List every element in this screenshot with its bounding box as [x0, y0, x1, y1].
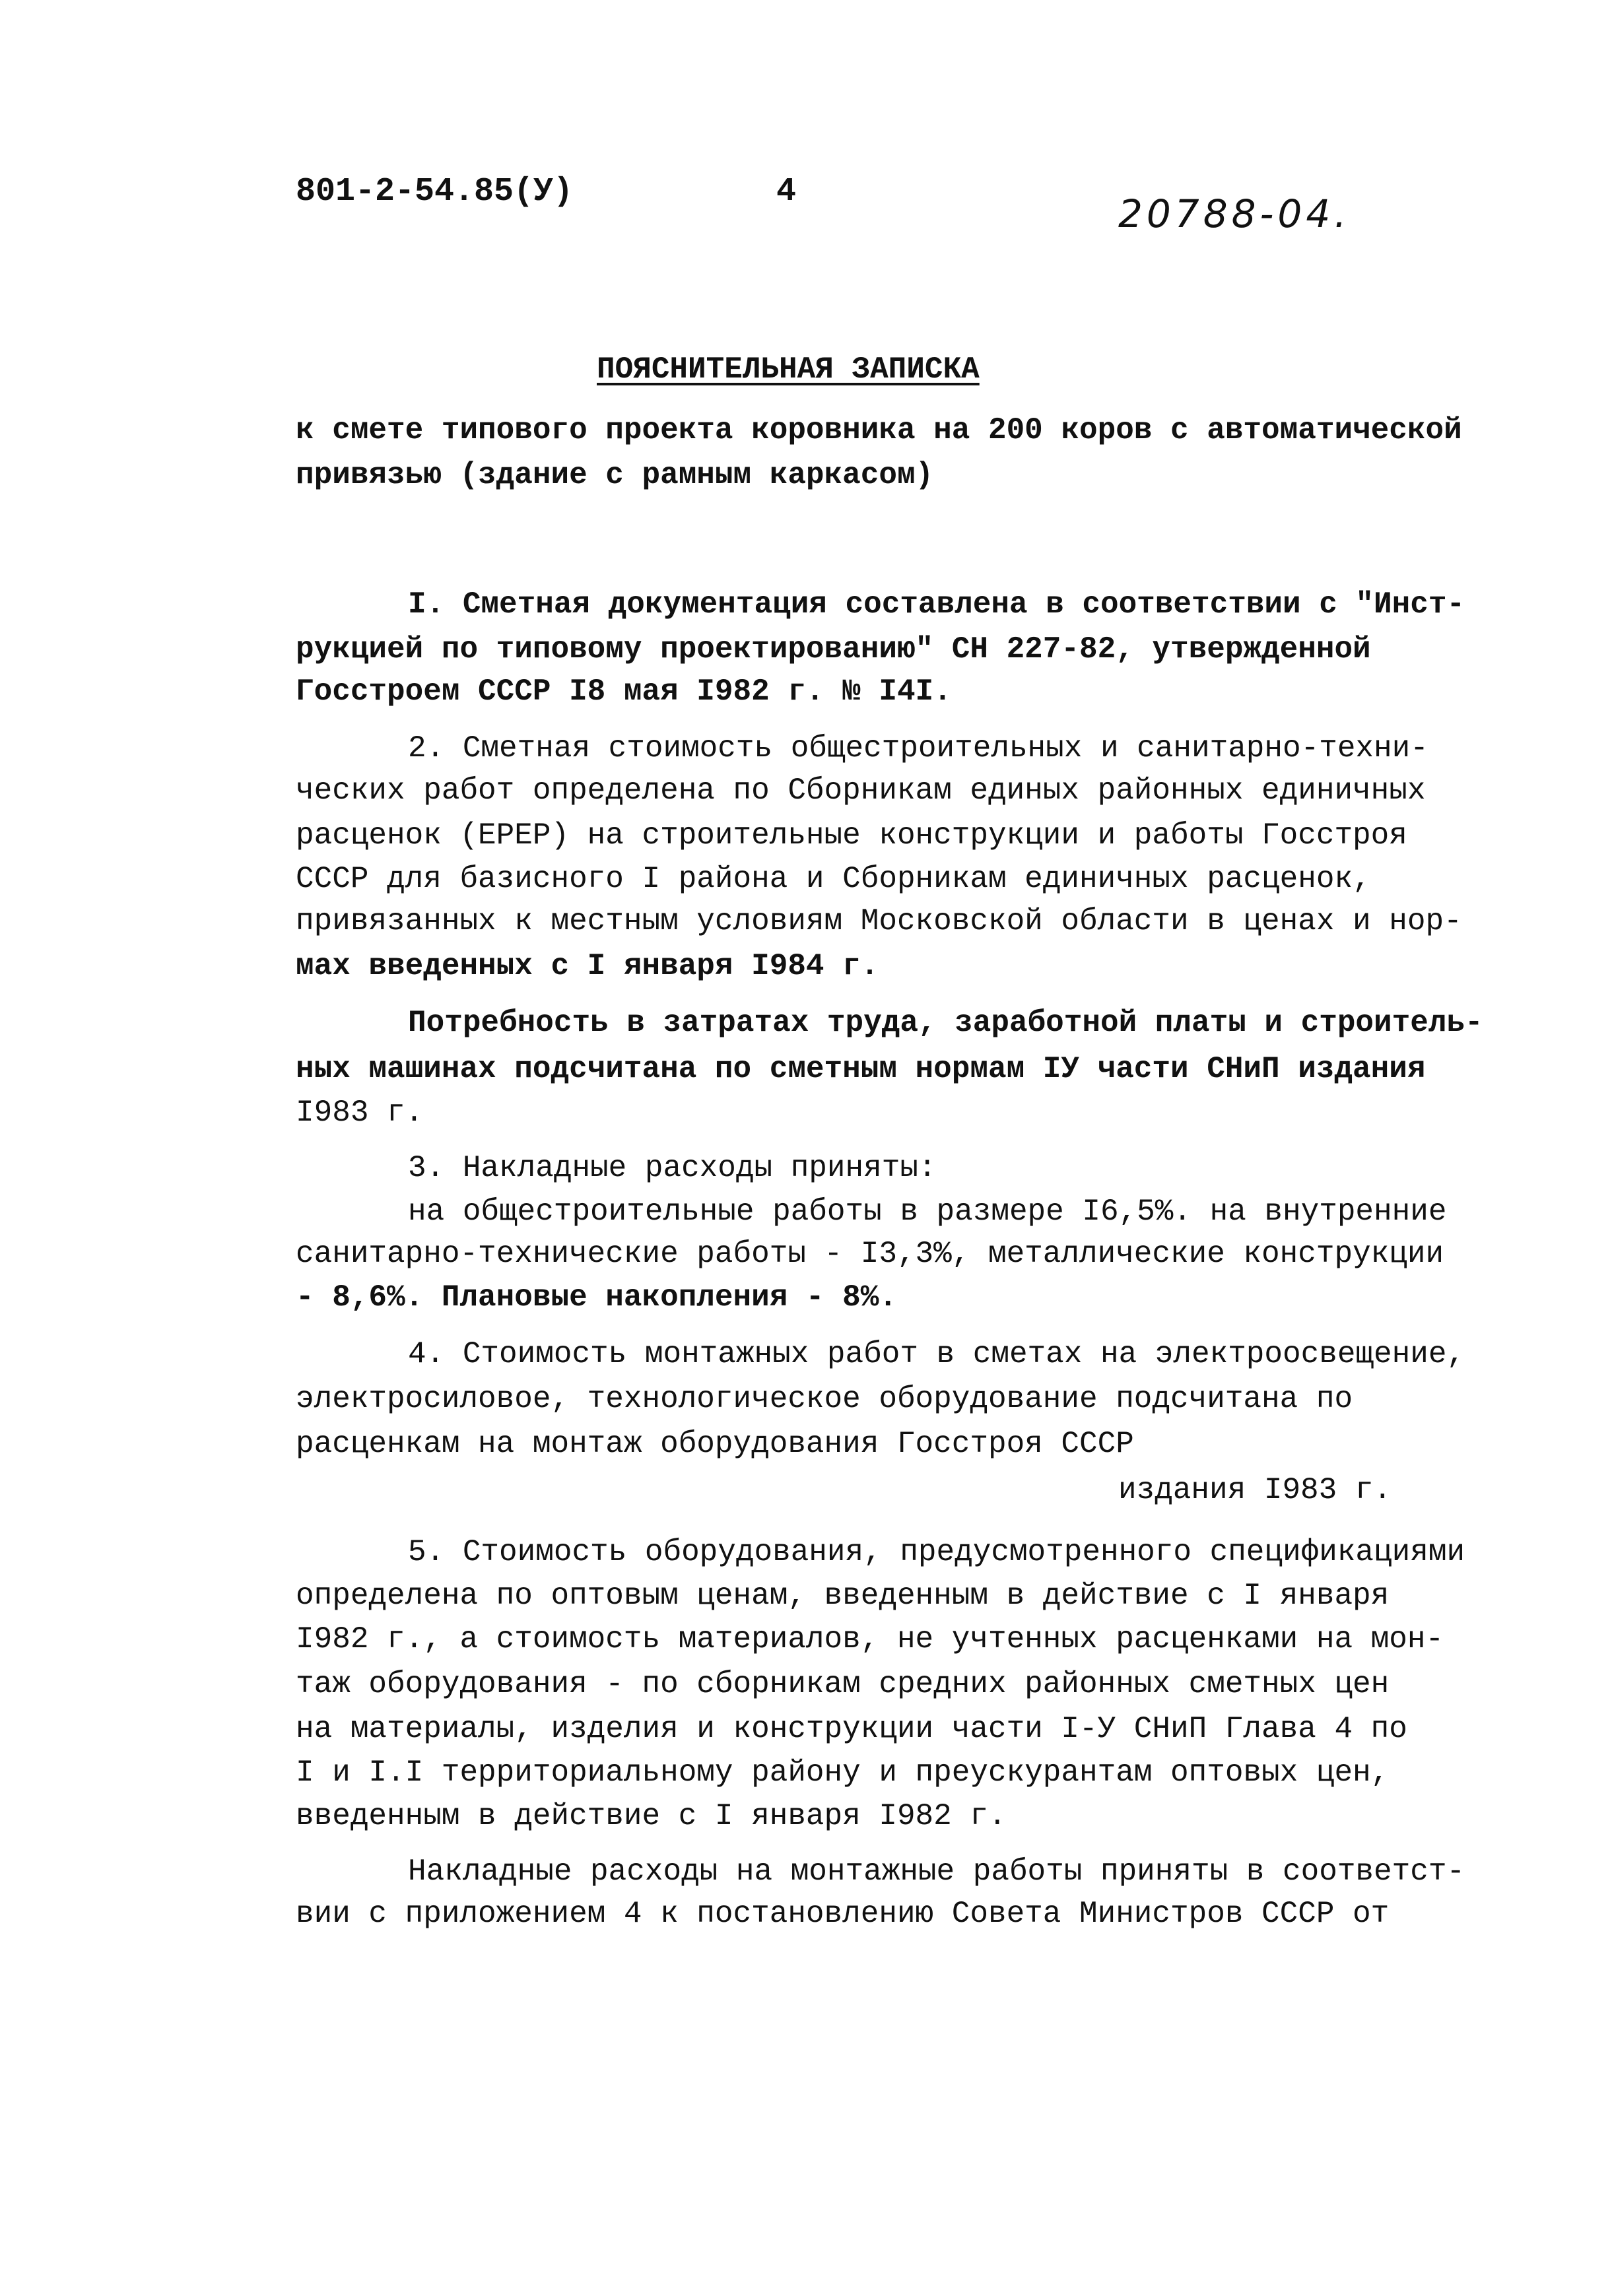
paragraph-line: ческих работ определена по Сборникам единых районных единичных	[296, 773, 1426, 808]
paragraph-line: I982 г., а стоимость материалов, не учтенных расценками на мон-	[296, 1622, 1444, 1656]
page-number: 4	[776, 173, 797, 211]
archive-number: 20788-04.	[1118, 191, 1351, 236]
paragraph-line: рукцией по типовому проектированию" СН 227-82, утвержденной	[296, 632, 1371, 667]
paragraph-line: на общестроительные работы в размере I6,5%. на внутренние	[408, 1195, 1447, 1229]
paragraph-line: привязанных к местным условиям Московской области в ценах и нор-	[296, 904, 1462, 938]
paragraph-line: Накладные расходы на монтажные работы приняты в соответст-	[408, 1854, 1465, 1889]
paragraph-line: на материалы, изделия и конструкции части I-У СНиП Глава 4 по	[296, 1712, 1407, 1746]
paragraph-line: таж оборудования - по сборникам средних районных сметных цен	[296, 1667, 1390, 1701]
subtitle-line: к смете типового проекта коровника на 200 коров с автоматической	[296, 413, 1462, 447]
paragraph-line: I983 г.	[296, 1096, 424, 1130]
paragraph-line: издания I983 г.	[1118, 1473, 1392, 1507]
document-title: ПОЯСНИТЕЛЬНАЯ ЗАПИСКА	[597, 352, 980, 387]
paragraph-line: определена по оптовым ценам, введенным в действие с I января	[296, 1579, 1390, 1613]
paragraph-line: ных машинах подсчитана по сметным нормам IУ части СНиП издания	[296, 1052, 1426, 1086]
paragraph-line: электросиловое, технологическое оборудование подсчитана по	[296, 1382, 1353, 1416]
paragraph-line: 4. Стоимость монтажных работ в сметах на электроосвещение,	[408, 1337, 1465, 1371]
paragraph-line: санитарно-технические работы - I3,3%, металлические конструкции	[296, 1237, 1444, 1271]
paragraph-line: 2. Сметная стоимость общестроительных и санитарно-техни-	[408, 731, 1428, 766]
paragraph-line: СССР для базисного I района и Сборникам единичных расценок,	[296, 862, 1371, 896]
paragraph-line: мах введенных с I января I984 г.	[296, 949, 879, 983]
paragraph-line: вии с приложением 4 к постановлению Совета Министров СССР от	[296, 1897, 1390, 1931]
document-code: 801-2-54.85(У)	[296, 173, 574, 211]
paragraph-line: Госстроем СССР I8 мая I982 г. № I4I.	[296, 674, 952, 709]
subtitle-line: привязью (здание с рамным каркасом)	[296, 458, 934, 492]
paragraph-line: I. Сметная документация составлена в соответствии с "Инст-	[408, 587, 1465, 622]
paragraph-line: I и I.I территориальному району и преускурантам оптовых цен,	[296, 1755, 1390, 1790]
paragraph-line: 3. Накладные расходы приняты:	[408, 1151, 937, 1185]
paragraph-line: Потребность в затратах труда, заработной платы и строитель-	[408, 1006, 1483, 1040]
paragraph-line: введенным в действие с I января I982 г.	[296, 1799, 1007, 1833]
paragraph-line: расценок (ЕРЕР) на строительные конструкции и работы Госстроя	[296, 818, 1407, 853]
paragraph-line: - 8,6%. Плановые накопления - 8%.	[296, 1280, 897, 1315]
paragraph-line: расценкам на монтаж оборудования Госстроя СССР	[296, 1427, 1134, 1461]
paragraph-line: 5. Стоимость оборудования, предусмотренного спецификациями	[408, 1535, 1465, 1569]
